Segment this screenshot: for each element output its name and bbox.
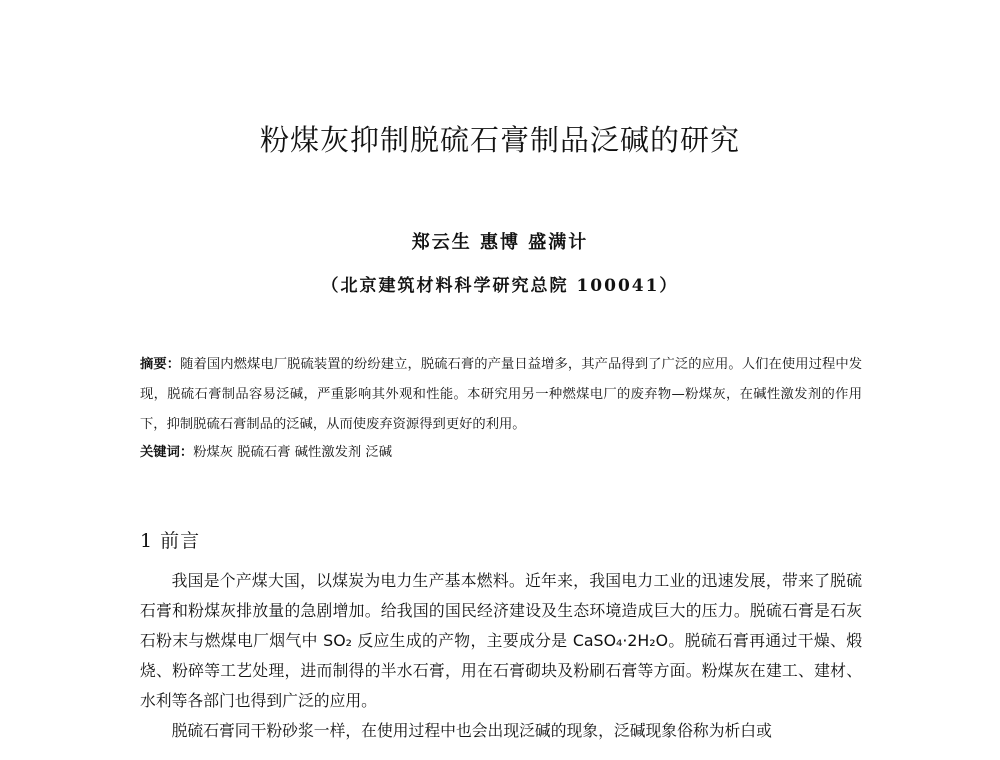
author-list: 郑云生 惠博 盛满计 xyxy=(411,232,589,253)
section-body xyxy=(140,566,862,746)
keywords-text: 粉煤灰 脱硫石膏 碱性激发剂 泛碱 xyxy=(193,445,393,460)
keywords-block xyxy=(140,440,862,466)
abstract-text: 随着国内燃煤电厂脱硫装置的纷纷建立，脱硫石膏的产量日益增多，其产品得到了广泛的应用。人们在使用过程中发现，脱硫石膏制品容易泛碱，严重影响其外观和性能。本研究用另一种燃煤电厂的废弃物—粉煤灰，在碱性激发剂的作用下，抑制脱硫石膏制品的泛碱，从而使废弃资源得到更好的利用。 xyxy=(140,357,863,432)
abstract-block xyxy=(140,350,862,440)
section-heading: 1 前言 xyxy=(140,530,201,552)
abstract-label: 摘要： xyxy=(140,357,181,372)
body-paragraph: 我国是个产煤大国，以煤炭为电力生产基本燃料。近年来，我国电力工业的迅速发展，带来了脱硫石膏和粉煤灰排放量的急剧增加。给我国的国民经济建设及生态环境造成巨大的压力。脱硫石膏是石灰石粉末与燃煤电厂烟气中 SO₂ 反应生成的产物，主要成分是 CaSO₄·2H₂O。脱硫石膏再通过干燥、煅烧、粉碎等工艺处理，进而制得的半水石膏，用在石膏砌块及粉刷石膏等方面。粉煤灰在建工、建材、水利等各部门也得到广泛的应用。 xyxy=(140,571,862,710)
paper-title: 粉煤灰抑制脱硫石膏制品泛碱的研究 xyxy=(259,123,740,157)
keywords-label: 关键词： xyxy=(140,445,194,460)
author-affiliation: （北京建筑材料科学研究总院 100041） xyxy=(321,276,679,296)
body-paragraph: 脱硫石膏同干粉砂浆一样，在使用过程中也会出现泛碱的现象，泛碱现象俗称为析白或 xyxy=(171,721,772,740)
